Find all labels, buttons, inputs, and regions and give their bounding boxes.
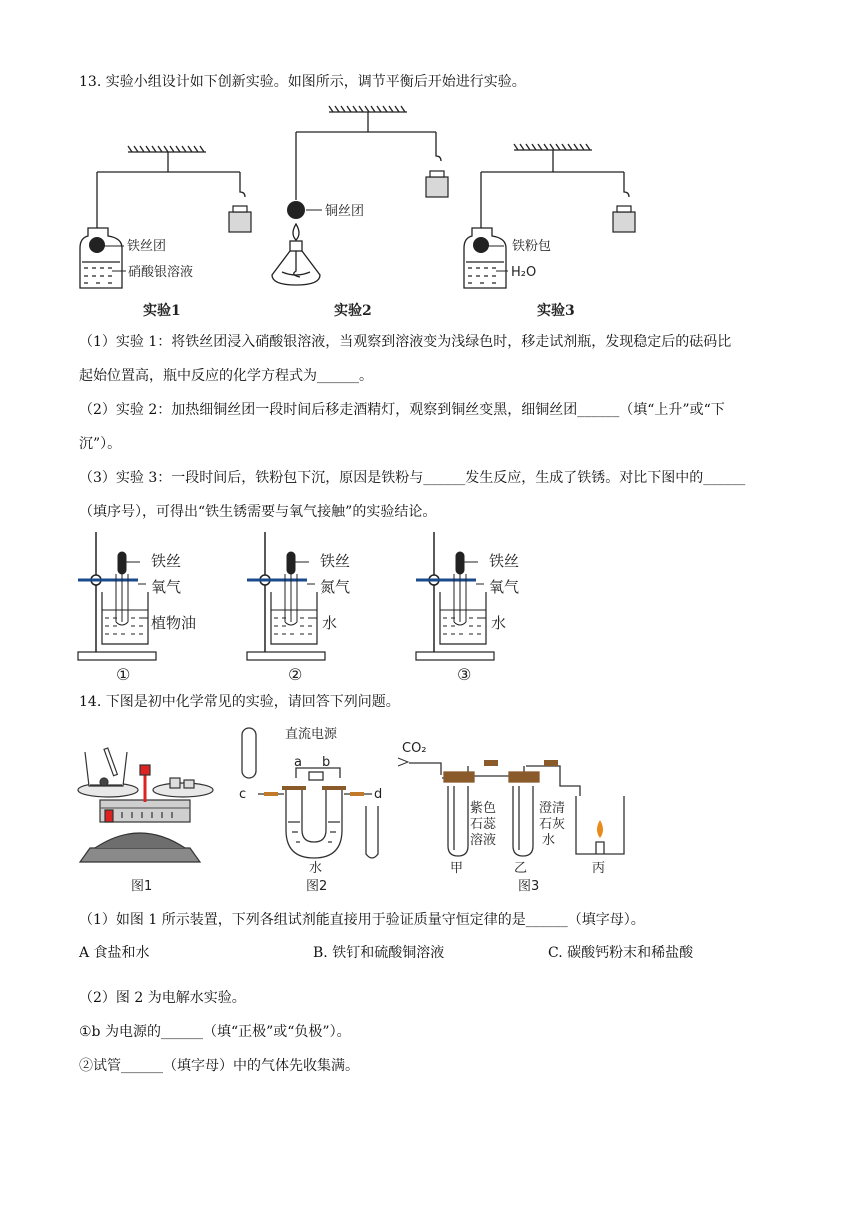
q14-p1: （1）如图 1 所示装置，下列各组试剂能直接用于验证质量守恒定律的是______（填字母）。 <box>79 912 645 928</box>
q14-p2-2: ②试管______（填字母）中的气体先收集满。 <box>79 1058 359 1074</box>
rust2-liquid: 水 <box>322 614 338 632</box>
q14-option-a: A 食盐和水 <box>79 945 150 961</box>
fig2-caption: 图2 <box>306 879 328 894</box>
rust1-wire: 铁丝 <box>151 552 182 570</box>
rust1-gas: 氧气 <box>151 578 182 596</box>
q13-p1-line1: （1）实验 1：将铁丝团浸入硝酸银溶液，当观察到溶液变为浅绿色时，移走试剂瓶，发现稳定后的砝码比 <box>79 334 732 350</box>
exp1-caption: 实验1 <box>143 303 181 319</box>
q13-p3-line1: （3）实验 3：一段时间后，铁粉包下沉，原因是铁粉与______发生反应，生成了铁锈。对比下图中的______ <box>79 470 746 486</box>
fig3-left-l3: 溶液 <box>470 833 497 848</box>
q14-p2: （2）图 2 为电解水实验。 <box>79 990 246 1006</box>
exp2-label-copper: 铜丝团 <box>325 204 365 219</box>
rust1-num: ① <box>116 665 131 684</box>
exp3-label-iron-powder: 铁粉包 <box>512 239 552 254</box>
rust1-liquid: 植物油 <box>151 614 197 632</box>
fig3-jia: 甲 <box>450 861 464 876</box>
rust3-liquid: 水 <box>491 614 507 632</box>
fig2-c: c <box>239 787 247 802</box>
rust2-num: ② <box>288 665 303 684</box>
fig3-yi: 乙 <box>514 861 528 876</box>
exp3-caption: 实验3 <box>537 303 575 319</box>
q13-p2-line2: 沉”）。 <box>79 436 122 452</box>
rust2-gas: 氮气 <box>320 578 351 596</box>
rust2-wire: 铁丝 <box>320 552 351 570</box>
fig2-power: 直流电源 <box>285 727 338 742</box>
q13-p1-line2: 起始位置高，瓶中反应的化学方程式为______。 <box>79 368 373 384</box>
fig2-d: d <box>374 787 383 802</box>
rust3-gas: 氧气 <box>489 578 520 596</box>
fig3-caption: 图3 <box>518 879 540 894</box>
q13-p2-line1: （2）实验 2：加热细铜丝团一段时间后移走酒精灯，观察到铜丝变黑，细铜丝团______（填“上升”或“下 <box>79 402 725 418</box>
fig3-left-l1: 紫色 <box>470 801 497 816</box>
fig3-bing: 丙 <box>592 861 606 876</box>
exp3-label-water: H₂O <box>511 265 537 280</box>
fig2-a: a <box>294 755 302 770</box>
rust3-num: ③ <box>457 665 472 684</box>
rust3-wire: 铁丝 <box>489 552 520 570</box>
q13-title: 13. 实验小组设计如下创新实验。如图所示，调节平衡后开始进行实验。 <box>79 74 526 90</box>
fig2-b: b <box>322 755 331 770</box>
fig3-co2: CO₂ <box>402 741 427 756</box>
fig1-caption: 图1 <box>131 879 153 894</box>
exp1-label-iron: 铁丝团 <box>127 239 167 254</box>
fig2-water: 水 <box>309 861 323 876</box>
fig3-right-l1: 澄清 <box>539 801 566 816</box>
exp1-label-solution: 硝酸银溶液 <box>128 265 194 280</box>
fig3-left-l2: 石蕊 <box>470 817 497 832</box>
q13-p3-line2: （填序号），可得出“铁生锈需要与氧气接触”的实验结论。 <box>79 504 437 520</box>
q14-option-b: B. 铁钉和硫酸铜溶液 <box>313 945 445 961</box>
fig3-right-l2: 石灰 <box>539 817 566 832</box>
q14-option-c: C. 碳酸钙粉末和稀盐酸 <box>548 945 694 961</box>
fig3-right-l3: 水 <box>542 833 556 848</box>
q14-p2-1: ①b 为电源的______（填“正极”或“负极”）。 <box>79 1024 351 1040</box>
q14-title: 14. 下图是初中化学常见的实验，请回答下列问题。 <box>79 694 400 710</box>
exp2-caption: 实验2 <box>334 303 372 319</box>
